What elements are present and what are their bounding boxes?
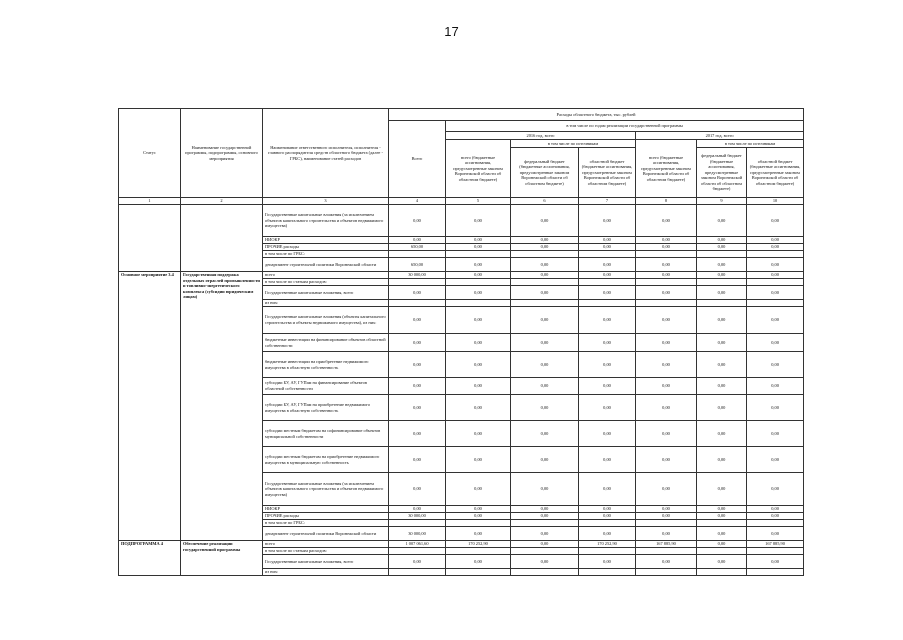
table-body [119, 205, 804, 576]
header-2017-federal: федеральный бюджет (бюджетные ассигнования, предусмотренные законом Воронежской области об областном бюджете) [697, 148, 747, 198]
value-cell: 0,00 [511, 244, 579, 251]
expense-item-cell: всего [263, 272, 389, 279]
value-cell [511, 548, 579, 555]
value-cell: 0,00 [747, 513, 804, 520]
value-cell: 0,00 [697, 395, 747, 421]
value-cell: 0,00 [511, 237, 579, 244]
value-cell: 0,00 [579, 421, 636, 447]
table-row [119, 272, 804, 279]
value-cell: 650,00 [389, 244, 446, 251]
expense-item-cell: субсидии местным бюджетам на софинансирование объектов муниципальной собственности [263, 421, 389, 447]
expense-item-cell: в том числе по ГРБС: [263, 251, 389, 258]
value-cell [511, 569, 579, 576]
value-cell: 0,00 [446, 473, 511, 506]
column-index: 2 [181, 198, 263, 205]
value-cell: 0,00 [446, 334, 511, 352]
value-cell: 0,00 [446, 421, 511, 447]
value-cell: 0,00 [389, 286, 446, 300]
expense-item-cell: в том числе по ГРБС: [263, 520, 389, 527]
value-cell: 0,00 [636, 286, 697, 300]
value-cell: 650,00 [389, 258, 446, 272]
value-cell [446, 569, 511, 576]
value-cell: 0,00 [579, 395, 636, 421]
header-total: Всего [389, 121, 446, 198]
value-cell: 0,00 [747, 352, 804, 378]
value-cell: 0,00 [697, 272, 747, 279]
value-cell: 0,00 [511, 541, 579, 548]
value-cell: 0,00 [389, 378, 446, 395]
expense-item-cell: Государственные капитальные вложения (объекты капитального строительства и объекты недвижимого имущества), из них: [263, 307, 389, 334]
value-cell: 0,00 [697, 334, 747, 352]
table-row [119, 205, 804, 237]
value-cell: 0,00 [511, 272, 579, 279]
value-cell [389, 520, 446, 527]
value-cell [636, 300, 697, 307]
header-2016-total-budget: всего (бюджетные ассигнования, предусмотренные законом Воронежской области об областном бюджете) [446, 140, 511, 198]
value-cell [389, 251, 446, 258]
value-cell: 0,00 [446, 513, 511, 520]
value-cell: 0,00 [446, 352, 511, 378]
status-cell [119, 205, 181, 272]
status-cell: Основное мероприятие 3.4 [119, 272, 181, 541]
value-cell: 0,00 [511, 395, 579, 421]
value-cell: 0,00 [747, 378, 804, 395]
value-cell: 0,00 [446, 555, 511, 569]
value-cell [446, 251, 511, 258]
value-cell: 0,00 [446, 272, 511, 279]
value-cell: 0,00 [389, 421, 446, 447]
value-cell [389, 300, 446, 307]
value-cell: 0,00 [636, 447, 697, 473]
value-cell: 0,00 [446, 258, 511, 272]
value-cell: 0,00 [511, 205, 579, 237]
value-cell: 0,00 [579, 473, 636, 506]
value-cell: 170 252,90 [579, 541, 636, 548]
value-cell: 0,00 [511, 307, 579, 334]
value-cell: 0,00 [697, 513, 747, 520]
value-cell: 0,00 [697, 447, 747, 473]
value-cell: 0,00 [636, 307, 697, 334]
value-cell: 0,00 [747, 555, 804, 569]
value-cell [511, 251, 579, 258]
value-cell: 0,00 [389, 307, 446, 334]
value-cell [697, 279, 747, 286]
value-cell: 0,00 [389, 447, 446, 473]
value-cell: 0,00 [579, 307, 636, 334]
column-index: 9 [697, 198, 747, 205]
value-cell: 0,00 [389, 555, 446, 569]
value-cell: 0,00 [389, 395, 446, 421]
header-status: Статус [119, 109, 181, 198]
value-cell [697, 300, 747, 307]
value-cell: 0,00 [697, 506, 747, 513]
value-cell: 0,00 [697, 352, 747, 378]
column-index: 4 [389, 198, 446, 205]
value-cell: 0,00 [747, 286, 804, 300]
value-cell: 0,00 [511, 513, 579, 520]
value-cell: 0,00 [747, 527, 804, 541]
header-2016-by-sources: в том числе по источникам [511, 140, 636, 148]
value-cell: 0,00 [636, 244, 697, 251]
status-cell: ПОДПРОГРАММА 4 [119, 541, 181, 576]
value-cell: 0,00 [636, 473, 697, 506]
value-cell: 0,00 [446, 286, 511, 300]
value-cell: 0,00 [446, 378, 511, 395]
value-cell [697, 569, 747, 576]
value-cell: 0,00 [697, 527, 747, 541]
value-cell: 0,00 [636, 334, 697, 352]
expense-item-cell: субсидии БУ, АУ, ГУПам на приобретение недвижимого имущества в областную собственность [263, 395, 389, 421]
expense-item-cell: департамент строительной политики Воронежской области [263, 258, 389, 272]
expense-item-cell: субсидии местным бюджетам на приобретение недвижимого имущества в муниципальную собственность [263, 447, 389, 473]
value-cell: 0,00 [747, 473, 804, 506]
expense-item-cell: департамент строительной политики Воронежской области [263, 527, 389, 541]
value-cell: 0,00 [747, 334, 804, 352]
value-cell: 0,00 [636, 352, 697, 378]
value-cell: 0,00 [389, 237, 446, 244]
value-cell: 0,00 [579, 286, 636, 300]
value-cell [747, 520, 804, 527]
header-2017-regional: областной бюджет (бюджетные ассигнования, предусмотренные законом Воронежской области об областном бюджете) [747, 148, 804, 198]
value-cell: 0,00 [579, 378, 636, 395]
value-cell: 0,00 [389, 334, 446, 352]
expense-item-cell: ПРОЧИЕ расходы [263, 513, 389, 520]
column-index: 5 [446, 198, 511, 205]
value-cell: 0,00 [697, 421, 747, 447]
budget-table-wrap [118, 108, 803, 576]
value-cell [389, 569, 446, 576]
expense-item-cell: ПРОЧИЕ расходы [263, 244, 389, 251]
expense-item-cell: всего [263, 541, 389, 548]
column-index: 1 [119, 198, 181, 205]
header-2016-federal: федеральный бюджет (бюджетные ассигнования, предусмотренные законом Воронежской области об областном бюджете) [511, 148, 579, 198]
value-cell: 0,00 [697, 286, 747, 300]
value-cell: 0,00 [579, 513, 636, 520]
value-cell: 1 007 061,60 [389, 541, 446, 548]
value-cell: 0,00 [446, 307, 511, 334]
column-index: 6 [511, 198, 579, 205]
value-cell [446, 300, 511, 307]
expense-item-cell: в том числе по статьям расходов: [263, 548, 389, 555]
value-cell: 0,00 [511, 527, 579, 541]
value-cell: 0,00 [446, 447, 511, 473]
header-year-2017: 2017 год, всего [636, 132, 804, 140]
value-cell: 0,00 [636, 237, 697, 244]
value-cell: 0,00 [636, 378, 697, 395]
value-cell [697, 520, 747, 527]
header-executor: Наименование ответственного исполнителя, исполнителя - главного распорядителя средств областного бюджета (далее - ГРБС), наименование статей расходов [263, 109, 389, 198]
value-cell: 0,00 [579, 237, 636, 244]
value-cell: 0,00 [747, 258, 804, 272]
header-2016-regional: областной бюджет (бюджетные ассигнования, предусмотренные законом Воронежской области об областном бюджете) [579, 148, 636, 198]
value-cell [636, 569, 697, 576]
value-cell: 0,00 [636, 513, 697, 520]
value-cell: 0,00 [747, 447, 804, 473]
program-name-cell [181, 205, 263, 272]
expense-item-cell: бюджетные инвестиции на приобретение недвижимого имущества в областную собственность [263, 352, 389, 378]
value-cell: 0,00 [511, 258, 579, 272]
value-cell: 0,00 [511, 421, 579, 447]
value-cell: 167 885,90 [636, 541, 697, 548]
value-cell: 0,00 [511, 473, 579, 506]
header-year-2016: 2016 год, всего [446, 132, 636, 140]
value-cell [446, 520, 511, 527]
value-cell [579, 520, 636, 527]
value-cell [747, 300, 804, 307]
column-index: 10 [747, 198, 804, 205]
value-cell: 0,00 [747, 395, 804, 421]
value-cell [636, 279, 697, 286]
value-cell: 0,00 [747, 244, 804, 251]
value-cell: 0,00 [511, 286, 579, 300]
value-cell: 0,00 [697, 258, 747, 272]
table-header [119, 109, 804, 205]
value-cell: 0,00 [511, 352, 579, 378]
column-index: 8 [636, 198, 697, 205]
value-cell [579, 548, 636, 555]
value-cell: 0,00 [747, 272, 804, 279]
value-cell: 0,00 [697, 555, 747, 569]
value-cell: 0,00 [636, 506, 697, 513]
value-cell [446, 279, 511, 286]
value-cell: 0,00 [747, 421, 804, 447]
value-cell [636, 548, 697, 555]
value-cell: 0,00 [697, 473, 747, 506]
value-cell: 0,00 [446, 237, 511, 244]
header-2017-by-sources: в том числе по источникам [697, 140, 804, 148]
value-cell: 0,00 [636, 205, 697, 237]
expense-item-cell: Государственные капитальные вложения (за исключением объектов капитального строительства и объектов недвижимого имущества) [263, 205, 389, 237]
value-cell: 0,00 [697, 244, 747, 251]
value-cell: 0,00 [446, 244, 511, 251]
value-cell [636, 251, 697, 258]
value-cell [747, 569, 804, 576]
expense-item-cell: из них: [263, 300, 389, 307]
value-cell [389, 548, 446, 555]
header-program-name: Наименование государственной программы, подпрограммы, основного мероприятия [181, 109, 263, 198]
value-cell: 0,00 [747, 506, 804, 513]
budget-table [118, 108, 804, 576]
value-cell [511, 300, 579, 307]
value-cell: 0,00 [389, 506, 446, 513]
value-cell: 0,00 [389, 352, 446, 378]
expense-item-cell: Государственные капитальные вложения, всего [263, 286, 389, 300]
value-cell [446, 548, 511, 555]
column-index: 7 [579, 198, 636, 205]
value-cell: 0,00 [636, 258, 697, 272]
value-cell: 30 000,00 [389, 513, 446, 520]
table-row [119, 541, 804, 548]
value-cell [747, 251, 804, 258]
value-cell: 0,00 [747, 237, 804, 244]
expense-item-cell: Государственные капитальные вложения (за исключением объектов капитального строительства и объектов недвижимого имущества) [263, 473, 389, 506]
value-cell: 30 000,00 [389, 527, 446, 541]
value-cell: 0,00 [579, 447, 636, 473]
value-cell: 167 885,90 [747, 541, 804, 548]
value-cell: 0,00 [747, 205, 804, 237]
value-cell [579, 569, 636, 576]
header-by-years: в том числе по годам реализации государственной программы [446, 121, 804, 132]
value-cell: 0,00 [697, 307, 747, 334]
value-cell: 0,00 [579, 272, 636, 279]
header-2017-total-budget: всего (бюджетные ассигнования, предусмотренные законом Воронежской области об областном бюджете) [636, 140, 697, 198]
program-name-cell: Обеспечение реализации государственной программы [181, 541, 263, 576]
value-cell: 0,00 [511, 334, 579, 352]
value-cell [579, 251, 636, 258]
value-cell [747, 548, 804, 555]
value-cell [579, 279, 636, 286]
expense-item-cell: субсидии БУ, АУ, ГУПам на финансирование объектов областной собственности [263, 378, 389, 395]
value-cell [579, 300, 636, 307]
value-cell: 0,00 [579, 258, 636, 272]
value-cell: 0,00 [511, 378, 579, 395]
column-index: 3 [263, 198, 389, 205]
value-cell [389, 279, 446, 286]
expense-item-cell: из них: [263, 569, 389, 576]
value-cell [697, 251, 747, 258]
value-cell: 0,00 [747, 307, 804, 334]
value-cell: 0,00 [446, 506, 511, 513]
column-index-row [119, 198, 804, 205]
value-cell [511, 279, 579, 286]
header-expenses-title: Расходы областного бюджета, тыс. рублей [389, 109, 804, 121]
value-cell: 0,00 [446, 205, 511, 237]
value-cell: 0,00 [511, 555, 579, 569]
expense-item-cell: в том числе по статьям расходов: [263, 279, 389, 286]
value-cell: 30 000,00 [389, 272, 446, 279]
value-cell: 0,00 [579, 352, 636, 378]
expense-item-cell: бюджетные инвестиции на финансирование объектов областной собственности [263, 334, 389, 352]
value-cell [511, 520, 579, 527]
value-cell: 0,00 [511, 447, 579, 473]
value-cell: 0,00 [636, 272, 697, 279]
value-cell: 0,00 [579, 555, 636, 569]
value-cell: 0,00 [579, 334, 636, 352]
expense-item-cell: НИОКР [263, 237, 389, 244]
value-cell [636, 520, 697, 527]
value-cell: 0,00 [697, 541, 747, 548]
value-cell: 0,00 [446, 527, 511, 541]
value-cell: 0,00 [636, 527, 697, 541]
value-cell [747, 279, 804, 286]
value-cell: 0,00 [511, 506, 579, 513]
value-cell: 0,00 [636, 421, 697, 447]
value-cell: 0,00 [697, 378, 747, 395]
value-cell: 0,00 [697, 237, 747, 244]
value-cell [697, 548, 747, 555]
value-cell: 0,00 [389, 205, 446, 237]
expense-item-cell: НИОКР [263, 506, 389, 513]
value-cell: 0,00 [697, 205, 747, 237]
value-cell: 0,00 [636, 395, 697, 421]
value-cell: 0,00 [579, 527, 636, 541]
value-cell: 0,00 [579, 506, 636, 513]
program-name-cell: Государственная поддержка отдельных отраслей промышленности и топливно-энергетического комплекса (субсидии юридическим лицам) [181, 272, 263, 541]
value-cell: 0,00 [579, 205, 636, 237]
value-cell: 0,00 [636, 555, 697, 569]
page-number: 17 [444, 24, 459, 39]
value-cell: 0,00 [446, 395, 511, 421]
value-cell: 0,00 [579, 244, 636, 251]
value-cell: 0,00 [389, 473, 446, 506]
value-cell: 170 252,90 [446, 541, 511, 548]
expense-item-cell: Государственные капитальные вложения, всего [263, 555, 389, 569]
